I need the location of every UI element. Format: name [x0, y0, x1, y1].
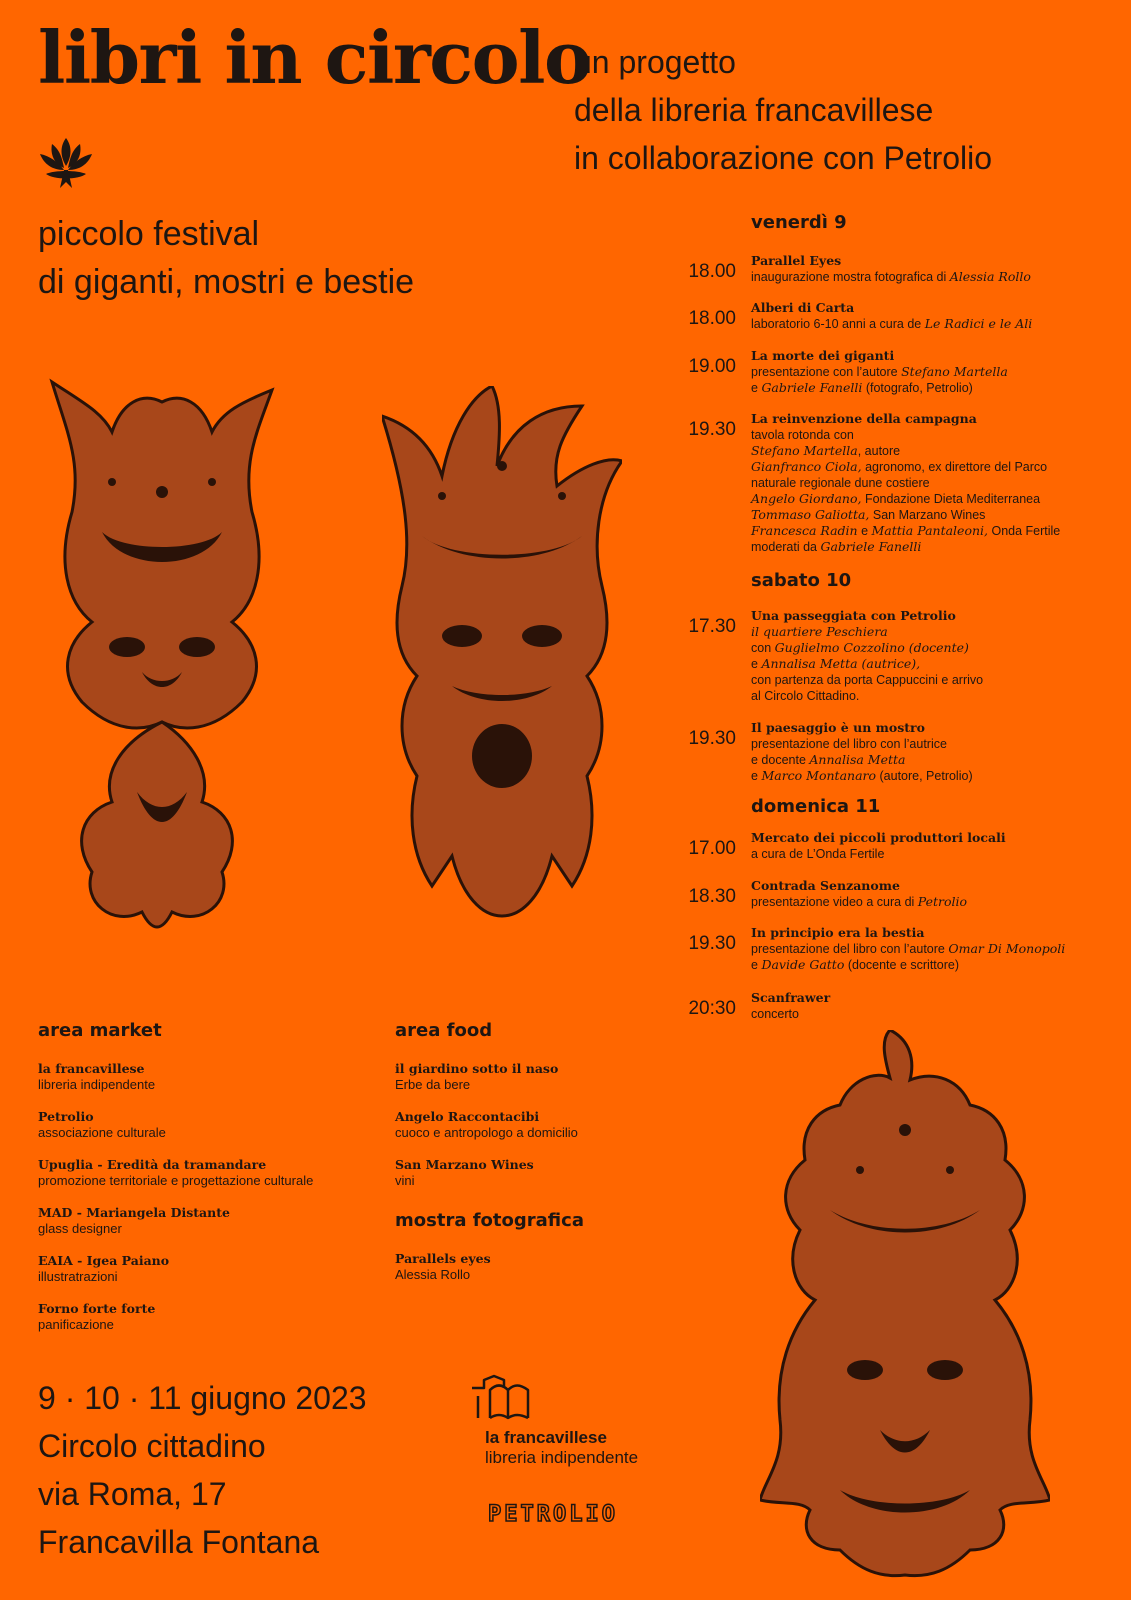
event-person-name: Annalisa Metta: [809, 752, 906, 767]
event-address: via Roma, 17: [38, 1476, 227, 1512]
event-person-name: Guglielmo Cozzolino (docente): [774, 640, 969, 655]
entry-description: Alessia Rollo: [395, 1267, 471, 1282]
list-item: [38, 1109, 368, 1141]
event-detail-line: presentazione del libro con l’autore Omar Di Monopoli: [751, 941, 1066, 956]
mostra-list: [395, 1251, 675, 1283]
event-title: La morte dei giganti: [751, 348, 895, 363]
event-title: Parallel Eyes: [751, 253, 842, 268]
event-title: Una passeggiata con Petrolio: [751, 608, 956, 623]
day-heading: domenica 11: [751, 796, 881, 817]
credits-line: in collaborazione con Petrolio: [574, 140, 993, 176]
list-item: [38, 1301, 368, 1333]
event-time: 18.30: [688, 886, 736, 907]
day-heading: venerdì 9: [751, 212, 847, 233]
event-person-name: Omar Di Monopoli: [948, 941, 1066, 956]
event-item: [751, 253, 1091, 285]
credits-line: della libreria francavillese: [574, 92, 934, 128]
list-item: [395, 1061, 675, 1093]
event-detail-line: con partenza da porta Cappuccini e arrivo: [751, 673, 984, 687]
entry-description: Erbe da bere: [395, 1077, 471, 1092]
entry-description: panificazione: [38, 1317, 114, 1332]
event-time: 19.00: [688, 356, 736, 377]
event-title: Mercato dei piccoli produttori locali: [751, 830, 1006, 845]
market-list: [38, 1061, 368, 1333]
event-time: 20:30: [688, 998, 736, 1019]
tagline-line: di giganti, mostri e bestie: [38, 263, 415, 301]
event-info: [38, 1374, 367, 1566]
event-title: In principio era la bestia: [751, 925, 925, 940]
section-heading: area food: [395, 1020, 493, 1041]
section-heading: area market: [38, 1020, 162, 1041]
entry-name: il giardino sotto il naso: [395, 1061, 559, 1076]
event-item: [751, 878, 1091, 910]
entry-name: San Marzano Wines: [395, 1157, 534, 1172]
event-person-name: Petrolio: [917, 894, 968, 909]
event-title: Scanfrawer: [751, 990, 831, 1005]
event-detail-line: Francesca Radin e Mattia Pantaleoni, Onda Fertile: [751, 523, 1061, 538]
list-item: [395, 1251, 675, 1283]
event-person-name: il quartiere Peschiera: [751, 624, 888, 639]
page-title: libri in circolo: [38, 15, 591, 100]
event-detail-line: concerto: [751, 1007, 799, 1021]
event-person-name: Mattia Pantaleoni,: [871, 523, 988, 538]
lotus-icon: [38, 136, 94, 192]
event-person-name: Gabriele Fanelli: [761, 380, 863, 395]
project-credits: [574, 38, 992, 182]
festival-tagline: [38, 210, 414, 306]
event-venue: Circolo cittadino: [38, 1428, 266, 1464]
event-city: Francavilla Fontana: [38, 1524, 320, 1560]
credits-line: un progetto: [574, 44, 736, 80]
entry-name: Upuglia - Eredità da tramandare: [38, 1157, 267, 1172]
entry-description: libreria indipendente: [38, 1077, 156, 1092]
event-time: 19.30: [688, 933, 736, 954]
entry-description: promozione territoriale e progettazione culturale: [38, 1173, 314, 1188]
event-detail-line: con Guglielmo Cozzolino (docente): [751, 640, 969, 655]
entry-name: MAD - Mariangela Distante: [38, 1205, 230, 1220]
entry-name: Petrolio: [38, 1109, 94, 1124]
event-detail-line: e Davide Gatto (docente e scrittore): [751, 957, 959, 972]
event-person-name: Stefano Martella: [751, 443, 858, 458]
event-detail-line: Tommaso Galiotta, San Marzano Wines: [751, 507, 986, 522]
entry-description: illustratrazioni: [38, 1269, 118, 1284]
event-item: [751, 608, 1091, 704]
event-detail-line: laboratorio 6-10 anni a cura de Le Radici e le Ali: [751, 316, 1033, 331]
logo-name: la francavillese: [485, 1428, 607, 1447]
sculpture-image-left: [42, 372, 282, 932]
event-person-name: Stefano Martella: [901, 364, 1008, 379]
entry-description: associazione culturale: [38, 1125, 166, 1140]
event-dates: 9 · 10 · 11 giugno 2023: [38, 1380, 367, 1416]
event-detail-line: tavola rotonda con: [751, 428, 854, 442]
event-person-name: Davide Gatto: [761, 957, 845, 972]
event-person-name: Francesca Radin: [751, 523, 858, 538]
book-house-icon: [470, 1374, 534, 1425]
event-title: Il paesaggio è un mostro: [751, 720, 925, 735]
event-item: [751, 720, 1091, 784]
event-detail-line: a cura de L’Onda Fertile: [751, 847, 885, 861]
event-item: [751, 348, 1091, 396]
event-time: 18.00: [688, 308, 736, 329]
event-title: Alberi di Carta: [751, 300, 855, 315]
entry-name: la francavillese: [38, 1061, 145, 1076]
event-detail-line: Angelo Giordano, Fondazione Dieta Mediterranea: [751, 491, 1041, 506]
event-person-name: Gianfranco Ciola,: [751, 459, 862, 474]
event-title: La reinvenzione della campagna: [751, 411, 977, 426]
area-food-section: [395, 1020, 675, 1189]
entry-description: glass designer: [38, 1221, 122, 1236]
event-detail-line: inaugurazione mostra fotografica di Alessia Rollo: [751, 269, 1031, 284]
area-market-section: [38, 1020, 368, 1333]
section-heading: mostra fotografica: [395, 1210, 584, 1231]
tagline-line: piccolo festival: [38, 215, 260, 253]
event-person-name: Tommaso Galiotta,: [751, 507, 870, 522]
event-detail-line: e docente Annalisa Metta: [751, 752, 906, 767]
entry-description: vini: [395, 1173, 415, 1188]
event-person-name: Marco Montanaro: [761, 768, 877, 783]
event-person-name: Alessia Rollo: [949, 269, 1031, 284]
event-title: Contrada Senzanome: [751, 878, 900, 893]
petrolio-logo: PETROLIO: [488, 1502, 618, 1527]
list-item: [38, 1205, 368, 1237]
event-detail-line: e Gabriele Fanelli (fotografo, Petrolio): [751, 380, 973, 395]
logo-tagline: libreria indipendente: [485, 1448, 639, 1467]
event-detail-line: Stefano Martella, autore: [751, 443, 901, 458]
event-detail-line: presentazione del libro con l’autrice: [751, 737, 947, 751]
event-time: 18.00: [688, 261, 736, 282]
event-person-name: Angelo Giordano,: [751, 491, 862, 506]
day-heading: sabato 10: [751, 570, 852, 591]
list-item: [38, 1157, 368, 1189]
list-item: [38, 1253, 368, 1285]
entry-name: Forno forte forte: [38, 1301, 156, 1316]
event-person-name: Le Radici e le Ali: [924, 316, 1033, 331]
list-item: [395, 1109, 675, 1141]
sculpture-image-right: [760, 1030, 1050, 1578]
event-detail-line: [751, 624, 1091, 640]
sculpture-image-center: [382, 386, 622, 926]
libreria-logo-text: [485, 1428, 638, 1468]
event-detail-line: e Marco Montanaro (autore, Petrolio): [751, 768, 973, 783]
event-detail-line: Gianfranco Ciola, agronomo, ex direttore del Parco: [751, 459, 1048, 474]
event-item: [751, 830, 1091, 862]
event-detail-line: naturale regionale dune costiere: [751, 476, 930, 490]
mostra-section: [395, 1210, 675, 1283]
event-detail-line: al Circolo Cittadino.: [751, 689, 860, 703]
event-person-name: Annalisa Metta (autrice),: [761, 656, 921, 671]
event-detail-line: e Annalisa Metta (autrice),: [751, 656, 921, 671]
entry-name: Parallels eyes: [395, 1251, 491, 1266]
entry-name: Angelo Raccontacibi: [395, 1109, 540, 1124]
event-item: [751, 411, 1091, 555]
event-person-name: Gabriele Fanelli: [820, 539, 922, 554]
event-time: 17.30: [688, 616, 736, 637]
food-list: [395, 1061, 675, 1189]
event-item: [751, 990, 1091, 1022]
event-item: [751, 300, 1091, 332]
list-item: [38, 1061, 368, 1093]
event-time: 19.30: [688, 728, 736, 749]
list-item: [395, 1157, 675, 1189]
event-detail-line: presentazione con l’autore Stefano Martella: [751, 364, 1008, 379]
entry-description: cuoco e antropologo a domicilio: [395, 1125, 578, 1140]
event-detail-line: presentazione video a cura di Petrolio: [751, 894, 968, 909]
event-item: [751, 925, 1091, 973]
event-time: 19.30: [688, 419, 736, 440]
event-time: 17.00: [688, 838, 736, 859]
entry-name: EAIA - Igea Paiano: [38, 1253, 170, 1268]
event-detail-line: moderati da Gabriele Fanelli: [751, 539, 922, 554]
